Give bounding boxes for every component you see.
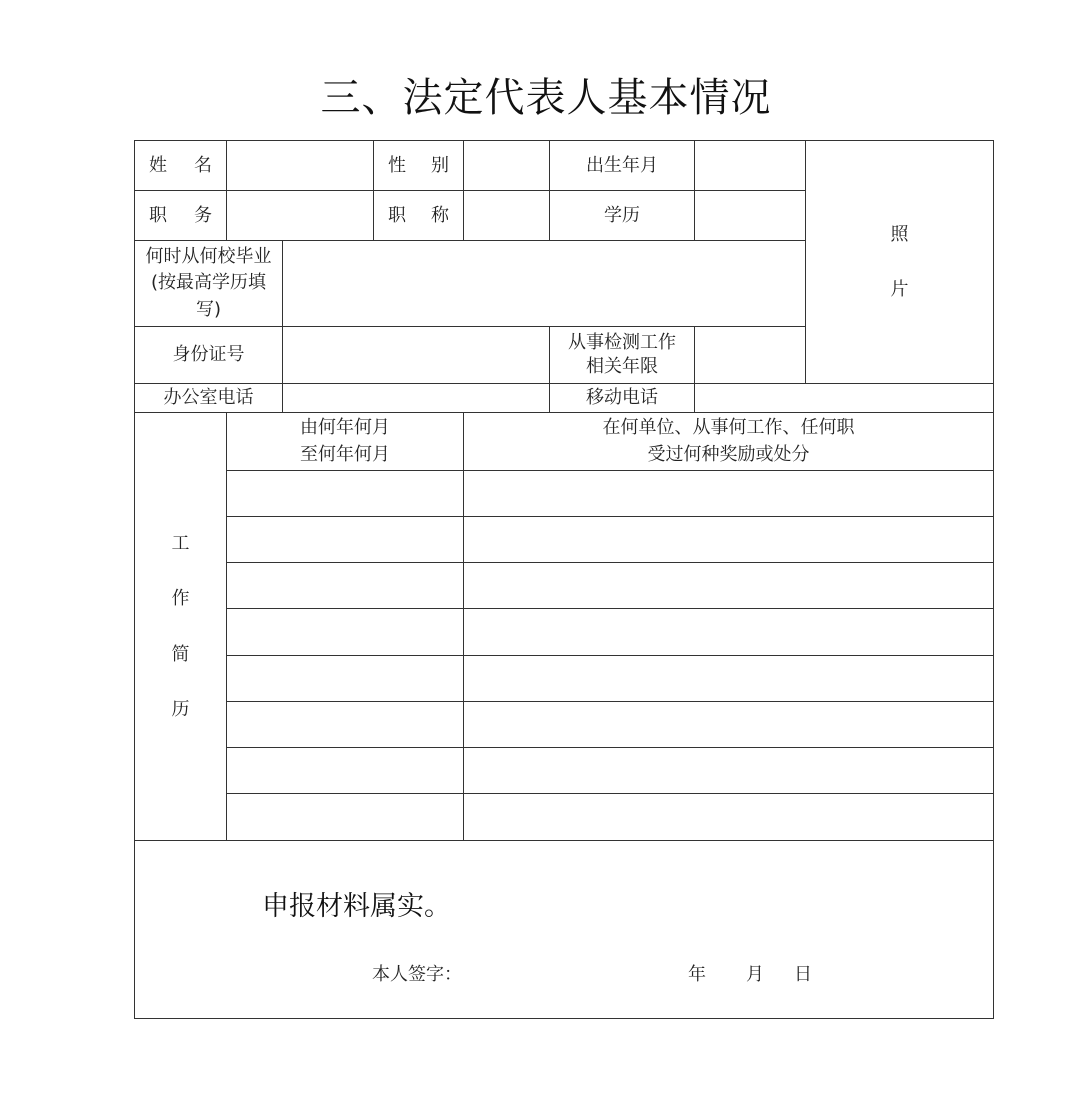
detail-cell[interactable]	[463, 655, 994, 701]
period-cell[interactable]	[226, 747, 463, 793]
detail-cell[interactable]	[463, 562, 994, 608]
photo-box[interactable]	[805, 140, 994, 383]
photo-label-1: 照	[890, 223, 909, 245]
period-cell[interactable]	[226, 655, 463, 701]
detail-cell[interactable]	[463, 470, 994, 516]
photo-label-2: 片	[890, 279, 909, 300]
period-cell[interactable]	[226, 516, 463, 562]
position-label: 职 务	[134, 190, 226, 240]
period-cell[interactable]	[226, 701, 463, 747]
mobile-value[interactable]	[694, 383, 994, 412]
date-year-label: 年	[688, 964, 706, 985]
years-value[interactable]	[694, 326, 805, 383]
signature-label: 本人签字：	[372, 964, 462, 985]
education-value[interactable]	[694, 190, 805, 240]
name-value[interactable]	[226, 140, 373, 190]
detail-cell[interactable]	[463, 793, 994, 840]
detail-cell[interactable]	[463, 747, 994, 793]
rank-label: 职 称	[373, 190, 463, 240]
period-cell[interactable]	[226, 470, 463, 516]
gender-label: 性 别	[373, 140, 463, 190]
office-phone-label: 办公室电话	[134, 383, 282, 412]
birth-value[interactable]	[694, 140, 805, 190]
period-header: 由何年何月 至何年何月	[226, 412, 463, 470]
detail-cell[interactable]	[463, 608, 994, 655]
years-label: 从事检测工作 相关年限	[549, 326, 694, 383]
name-label: 姓 名	[134, 140, 226, 190]
period-cell[interactable]	[226, 562, 463, 608]
graduation-label: 何时从何校毕业 (按最高学历填 写)	[134, 240, 282, 326]
detail-header: 在何单位、从事何工作、任何职 受过何种奖励或处分	[463, 412, 994, 470]
date-month-label: 月	[746, 964, 764, 985]
work-history-label: 工 作 简 历	[134, 412, 226, 840]
detail-cell[interactable]	[463, 701, 994, 747]
gender-value[interactable]	[463, 140, 549, 190]
detail-cell[interactable]	[463, 516, 994, 562]
mobile-label: 移动电话	[549, 383, 694, 412]
education-label: 学历	[549, 190, 694, 240]
birth-label: 出生年月	[549, 140, 694, 190]
office-phone-value[interactable]	[282, 383, 549, 412]
period-cell[interactable]	[226, 608, 463, 655]
position-value[interactable]	[226, 190, 373, 240]
id-number-label: 身份证号	[134, 326, 282, 383]
declaration-statement: 申报材料属实。	[262, 891, 451, 922]
graduation-value[interactable]	[282, 240, 805, 326]
declaration-box	[134, 840, 994, 1019]
period-cell[interactable]	[226, 793, 463, 840]
date-day-label: 日	[794, 964, 812, 985]
rank-value[interactable]	[463, 190, 549, 240]
id-number-value[interactable]	[282, 326, 549, 383]
page-title: 三、法定代表人基本情况	[320, 75, 772, 121]
